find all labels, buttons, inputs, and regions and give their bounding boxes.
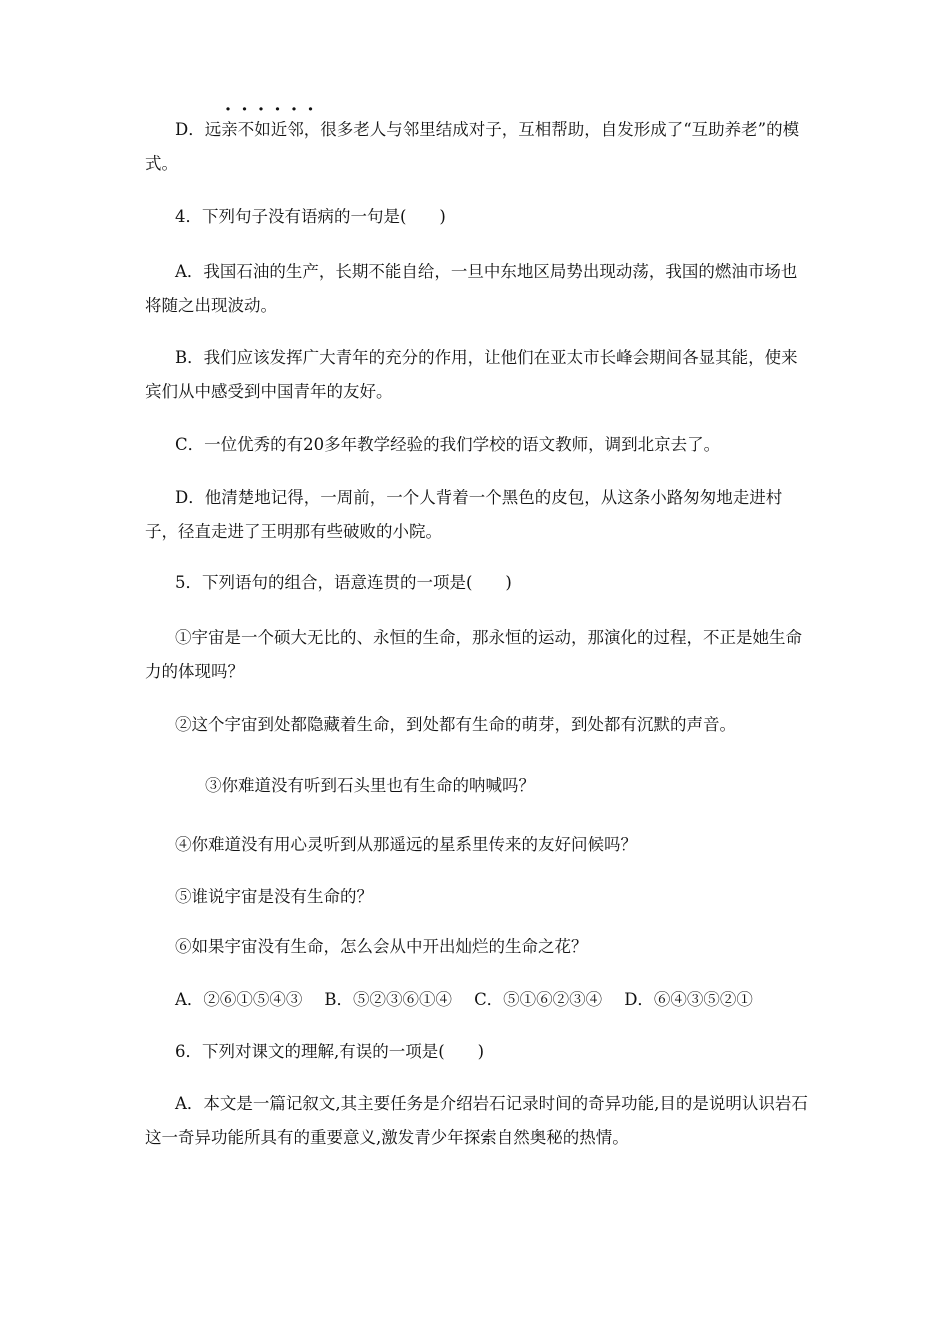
q4-option-a: A．我国石油的生产，长期不能自给，一旦中东地区局势出现动荡，我国的燃油市场也将随之出现波动。 xyxy=(145,262,798,315)
q4-option-b: B．我们应该发挥广大青年的充分的作用，让他们在亚太市长峰会期间各显其能，使来宾们从中感受到中国青年的友好。 xyxy=(145,348,798,401)
q4-stem: 4．下列句子没有语病的一句是( ) xyxy=(175,207,446,226)
q5-sentence-4: ④你难道没有用心灵听到从那遥远的星系里传来的友好问候吗？ xyxy=(175,835,637,854)
q3-option-d xyxy=(145,113,810,181)
emphasis-char: 远 xyxy=(204,120,222,139)
q4-option-c: C．一位优秀的有20多年教学经验的我们学校的语文教师，调到北京去了。 xyxy=(175,435,721,454)
q5-sentence-1: ①宇宙是一个硕大无比的、永恒的生命，那永恒的运动，那演化的过程，不正是她生命力的体现吗？ xyxy=(145,628,802,681)
q5-sentence-6: ⑥如果宇宙没有生命，怎么会从中开出灿烂的生命之花？ xyxy=(175,937,588,956)
q5-sentence-2: ②这个宇宙到处都隐藏着生命，到处都有生命的萌芽，到处都有沉默的声音。 xyxy=(175,715,736,734)
q5-choice-b: B．⑤②③⑥①④ xyxy=(324,990,453,1009)
q6-stem: 6．下列对课文的理解,有误的一项是( ) xyxy=(175,1042,485,1061)
q5-sentence-3: ③你难道没有听到石头里也有生命的呐喊吗？ xyxy=(205,776,535,795)
q5-sentence-5: ⑤谁说宇宙是没有生命的？ xyxy=(175,887,373,906)
emphasis-char: 邻 xyxy=(287,120,304,139)
emphasis-char: 如 xyxy=(254,120,271,139)
emphasis-char: 不 xyxy=(237,120,255,139)
option-label: D． xyxy=(175,120,205,139)
option-text: ，很多老人与邻里结成对子，互相帮助，自发形成了“互助养老”的模式。 xyxy=(145,120,800,173)
q5-choices xyxy=(175,983,753,1017)
q5-choice-c: C．⑤①⑥②③④ xyxy=(474,990,603,1009)
q4-option-d: D．他清楚地记得，一周前，一个人背着一个黑色的皮包，从这条小路匆匆地走进村子，径直走进了王明那有些破败的小院。 xyxy=(145,488,783,541)
emphasis-char: 近 xyxy=(270,120,288,139)
q5-choice-d: D．⑥④③⑤②① xyxy=(624,990,753,1009)
q5-choice-a: A．②⑥①⑤④③ xyxy=(175,990,303,1009)
q5-stem: 5．下列语句的组合，语意连贯的一项是( ) xyxy=(175,573,512,592)
emphasis-char: 亲 xyxy=(221,120,238,139)
q6-option-a: A．本文是一篇记叙文,其主要任务是介绍岩石记录时间的奇异功能,目的是说明认识岩石这一奇异功能所具有的重要意义,激发青少年探索自然奥秘的热情。 xyxy=(145,1094,808,1147)
